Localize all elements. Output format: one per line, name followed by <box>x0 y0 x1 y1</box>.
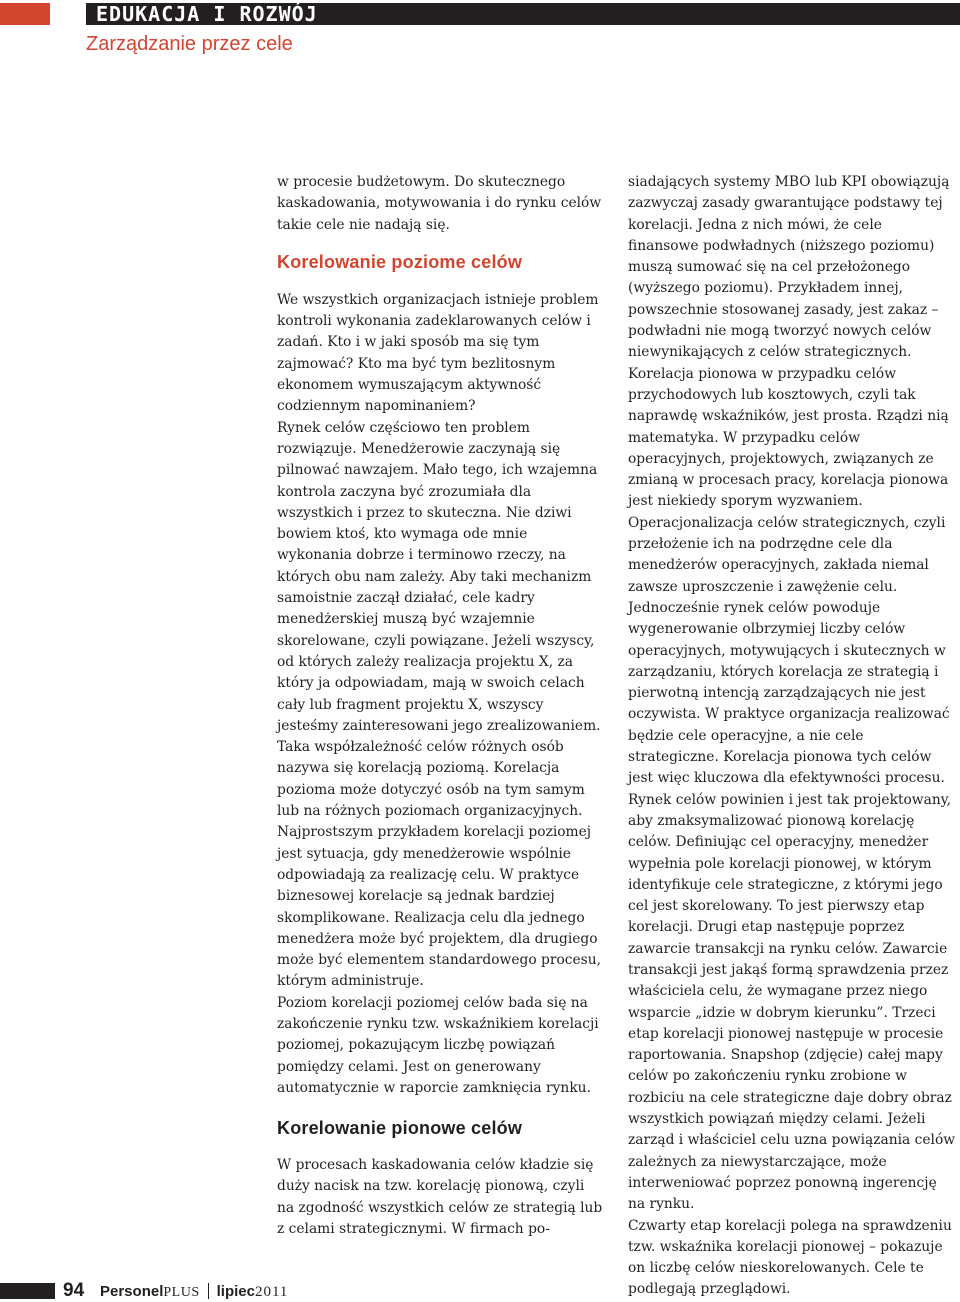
paragraph-intro: w procesie budżetowym. Do skutecznego kaskadowania, motywowania i do rynku celów takie cele nie nadają się. <box>277 174 602 233</box>
paragraph: W procesach kaskadowania celów kładzie się duży nacisk na tzw. korelację pionową, czyli na zgodność wszystkich celów ze strategią lub z celami strategicznymi. W firmach po- <box>277 1157 603 1238</box>
page-subtitle: Zarządzanie przez cele <box>86 33 293 55</box>
article-column-left <box>277 172 605 1240</box>
brand-name-plus: PLUS <box>163 1285 200 1300</box>
page-number: 94 <box>63 1280 85 1301</box>
brand-name-personel: Personel <box>100 1283 164 1300</box>
paragraph: Rynek celów powinien i jest tak projektowany, aby zmaksymalizować pionową korelację celów. Definiując cel operacyjny, menedżer wypełnia pole korelacji pionowej, w którym identyfikuje cele strategiczne, z którymi jego cel jest skorelowany. To jest pierwszy etap korelacji. Drugi etap następuje poprzez zawarcie transakcji na rynku celów. Zawarcie transakcji jest jakąś formą sprawdzenia przez właściciela celu, że wymagane przez niego wsparcie „idzie w dobrym kierunku”. Trzeci etap korelacji pionowej następuje w procesie raportowania. Snapshop (zdjęcie) całej mapy celów po zakończeniu rynku zrobione w rozbiciu na cele strategiczne daje dobry obraz wszystkich powiązań między celami. Jeżeli zarząd i właściciel celu uzna powiązania celów zależnych za niewystarczające, może interweniować poprzez ponowną ingerencję na rynku. <box>628 791 956 1213</box>
section-header-bar <box>86 3 960 25</box>
footer-divider <box>208 1283 209 1299</box>
footer-publication <box>100 1283 288 1302</box>
paragraph: Czwarty etap korelacji polega na sprawdzeniu tzw. wskaźnika korelacji pionowej – pokazuje on liczbę celów nieskorelowanych. Cele te podlegają przeglądowi. <box>628 1217 952 1298</box>
section-color-tab <box>0 3 50 25</box>
paragraph: Najprostszym przykładem korelacji poziomej jest sytuacja, gdy menedżerowie wspólnie odpowiadają za realizację celu. W praktyce biznesowej korelacje są jednak bardziej skomplikowane. Realizacja celu dla jednego menedżera może być projektem, dla drugiego może być elementem standardowego procesu, którym administruje. <box>277 824 602 990</box>
issue-year: 2011 <box>254 1284 289 1300</box>
paragraph: Rynek celów częściowo ten problem rozwiązuje. Menedżerowie zaczynają się pilnować nawzajem. Mało tego, ich wzajemna kontrola zaczyna być zrozumiała dla wszystkich i przez to skuteczna. Nie dziwi bowiem ktoś, kto wymaga ode mnie wykonania dobrze i terminowo rzeczy, na których obu nam zależy. Aby taki mechanizm samoistnie zaczął działać, cele kadry menedżerskiej muszą być wzajemnie skorelowane, czyli powiązane. Jeżeli wszyscy, od których zależy realizacja projektu X, za który ja odpowiadam, mają w swoich celach cały lub fragment projektu X, wszyscy jesteśmy zainteresowani jego zrealizowaniem. Taka współzależność celów różnych osób nazywa się korelacją poziomą. Korelacja pozioma może dotyczyć osób na tym samym lub na różnych poziomach organizacyjnych. <box>277 419 601 820</box>
paragraph: We wszystkich organizacjach istnieje problem kontroli wykonania zadeklarowanych celów i zadań. Kto i w jaki sposób ma się tym zajmować? Kto ma być tym bezlitosnym ekonomem wymuszającym aktywność codziennym napominaniem? <box>277 291 599 415</box>
issue-month: lipiec <box>216 1283 255 1300</box>
paragraph: siadających systemy MBO lub KPI obowiązują zazwyczaj zasady gwarantujące podstawy tej korelacji. Jedna z nich mówi, że cele finansowe podwładnych (niższego poziomu) muszą sumować się na cel przełożonego (wyższego poziomu). Przykładem innej, powszechnie stosowanej zasady, jest zakaz – podwładni nie mogą tworzyć nowych celów niewynikających z celów strategicznych. Korelacja pionowa w przypadku celów przychodowych lub kosztowych, czyli tak naprawdę wskaźników, jest prosta. Rządzi nią matematyka. W przypadku celów operacyjnych, projektowych, związanych ze zmianą w procesach pracy, korelacja pionowa jest niekiedy sporym wyzwaniem. Operacjonalizacja celów strategicznych, czyli przełożenie ich na podrzędne cele dla menedżerów operacyjnych, zakłada niemal zawsze uproszczenie i zawężenie celu. Jednocześnie rynek celów powoduje wygenerowanie olbrzymiej liczby celów operacyjnych, motywujących i skutecznych w zarządzaniu, których korelacja ze strategią i pierwotną intencją zarządzających nie jest oczywista. W praktyce organizacja realizować będzie cele operacyjne, a nie cele strategiczne. Korelacja pionowa tych celów jest więc kluczowa dla efektywności procesu. <box>628 174 950 787</box>
footer-bar <box>0 1283 55 1299</box>
article-column-right <box>628 172 956 1301</box>
paragraph: Poziom korelacji poziomej celów bada się na zakończenie rynku tzw. wskaźnikiem korelacji poziomej, pokazującym liczbę powiązań pomiędzy celami. Jest on generowany automatycznie w raporcie zamknięcia rynku. <box>277 994 599 1096</box>
section-title: EDUKACJA I ROZWÓJ <box>96 2 318 26</box>
section-heading-horizontal: Korelowanie poziome celów <box>277 251 523 272</box>
section-heading-vertical: Korelowanie pionowe celów <box>277 1118 523 1139</box>
